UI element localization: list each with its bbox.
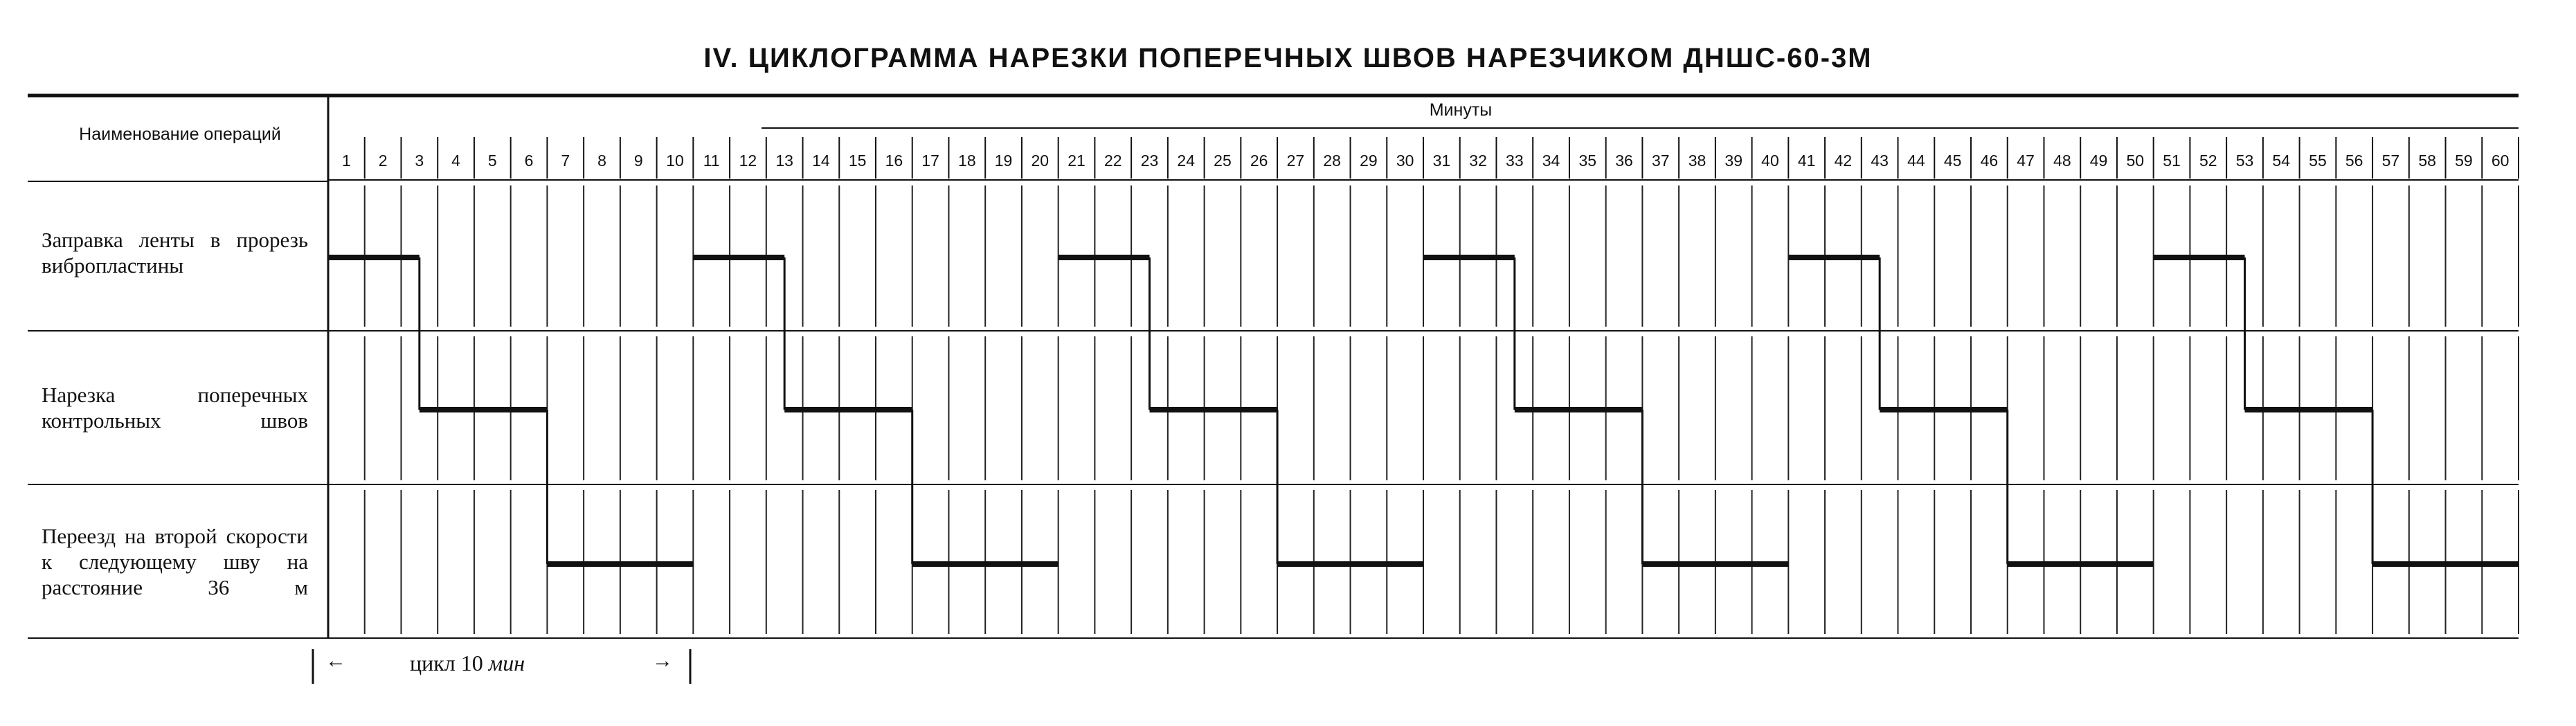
minute-label: 28 <box>1323 152 1341 170</box>
minute-label: 42 <box>1834 152 1853 170</box>
minute-label: 30 <box>1396 152 1414 170</box>
minute-label: 11 <box>703 152 720 170</box>
minute-label: 56 <box>2345 152 2363 170</box>
minute-label: 24 <box>1177 152 1196 170</box>
minute-label: 5 <box>487 152 497 170</box>
minute-label: 39 <box>1724 152 1743 170</box>
minute-label: 38 <box>1688 152 1706 170</box>
minute-label: 59 <box>2455 152 2473 170</box>
cycle-indicator <box>313 649 690 684</box>
minute-label: 60 <box>2491 152 2510 170</box>
minute-label: 12 <box>739 152 757 170</box>
minute-label: 26 <box>1250 152 1268 170</box>
minute-label: 43 <box>1871 152 1889 170</box>
minute-label: 25 <box>1214 152 1232 170</box>
minute-label: 46 <box>1980 152 1999 170</box>
minutes-header: Минуты <box>1429 100 1493 120</box>
minute-label: 49 <box>2089 152 2108 170</box>
minute-label: 35 <box>1578 152 1597 170</box>
minute-label: 50 <box>2126 152 2145 170</box>
minute-label: 51 <box>2163 152 2181 170</box>
minute-label: 14 <box>812 152 830 170</box>
operation-label-2: Нарезка поперечных контрольных швов <box>42 383 308 433</box>
cycle-text: цикл 10 <box>410 651 483 675</box>
minute-label: 37 <box>1651 152 1670 170</box>
cycle-right-arrow-icon: → <box>652 649 673 672</box>
minute-label: 15 <box>848 152 867 170</box>
minute-label: 40 <box>1761 152 1779 170</box>
minute-label: 9 <box>633 152 643 170</box>
minute-label: 27 <box>1286 152 1305 170</box>
minute-label: 3 <box>415 152 424 170</box>
minute-label: 10 <box>666 152 684 170</box>
cycle-label <box>410 651 525 676</box>
minute-label: 20 <box>1031 152 1050 170</box>
minute-label: 16 <box>885 152 903 170</box>
minute-label: 53 <box>2235 152 2254 170</box>
minute-label: 36 <box>1615 152 1633 170</box>
minute-label: 7 <box>561 152 570 170</box>
minute-label: 4 <box>451 152 460 170</box>
minute-label: 47 <box>2017 152 2035 170</box>
minute-label: 33 <box>1506 152 1524 170</box>
minute-label: 41 <box>1797 152 1816 170</box>
page-title: IV. ЦИКЛОГРАММА НАРЕЗКИ ПОПЕРЕЧНЫХ ШВОВ НАРЕЗЧИКОМ ДНШС-60-3М <box>703 43 1873 73</box>
operations-column-header: Наименование операций <box>79 125 281 144</box>
minute-label: 52 <box>2199 152 2217 170</box>
minute-label: 58 <box>2418 152 2436 170</box>
minute-label: 13 <box>775 152 793 170</box>
minute-label: 29 <box>1360 152 1378 170</box>
operation-label-3: Переезд на второй скорости к следующему шву на расстояние 36 м <box>42 524 308 599</box>
minute-label: 17 <box>921 152 939 170</box>
minute-label: 18 <box>958 152 976 170</box>
minute-label: 45 <box>1943 152 1962 170</box>
minute-label: 21 <box>1068 152 1086 170</box>
minute-label: 34 <box>1542 152 1560 170</box>
minute-label: 6 <box>524 152 534 170</box>
minute-label: 48 <box>2053 152 2071 170</box>
minute-label: 54 <box>2272 152 2291 170</box>
minute-label: 32 <box>1469 152 1487 170</box>
minute-label: 57 <box>2381 152 2400 170</box>
minute-label: 8 <box>597 152 606 170</box>
minute-label: 31 <box>1432 152 1451 170</box>
operation-label-1: Заправка ленты в прорезь вибропластины <box>42 228 308 278</box>
cycle-unit: мин <box>488 651 525 675</box>
cycle-left-arrow-icon: ← <box>325 649 346 672</box>
minute-label: 2 <box>378 152 388 170</box>
minute-label: 23 <box>1140 152 1159 170</box>
minute-label: 44 <box>1907 152 1925 170</box>
minute-label: 19 <box>994 152 1013 170</box>
minute-label: 55 <box>2309 152 2327 170</box>
minute-label: 1 <box>341 152 351 170</box>
minute-label: 22 <box>1104 152 1122 170</box>
